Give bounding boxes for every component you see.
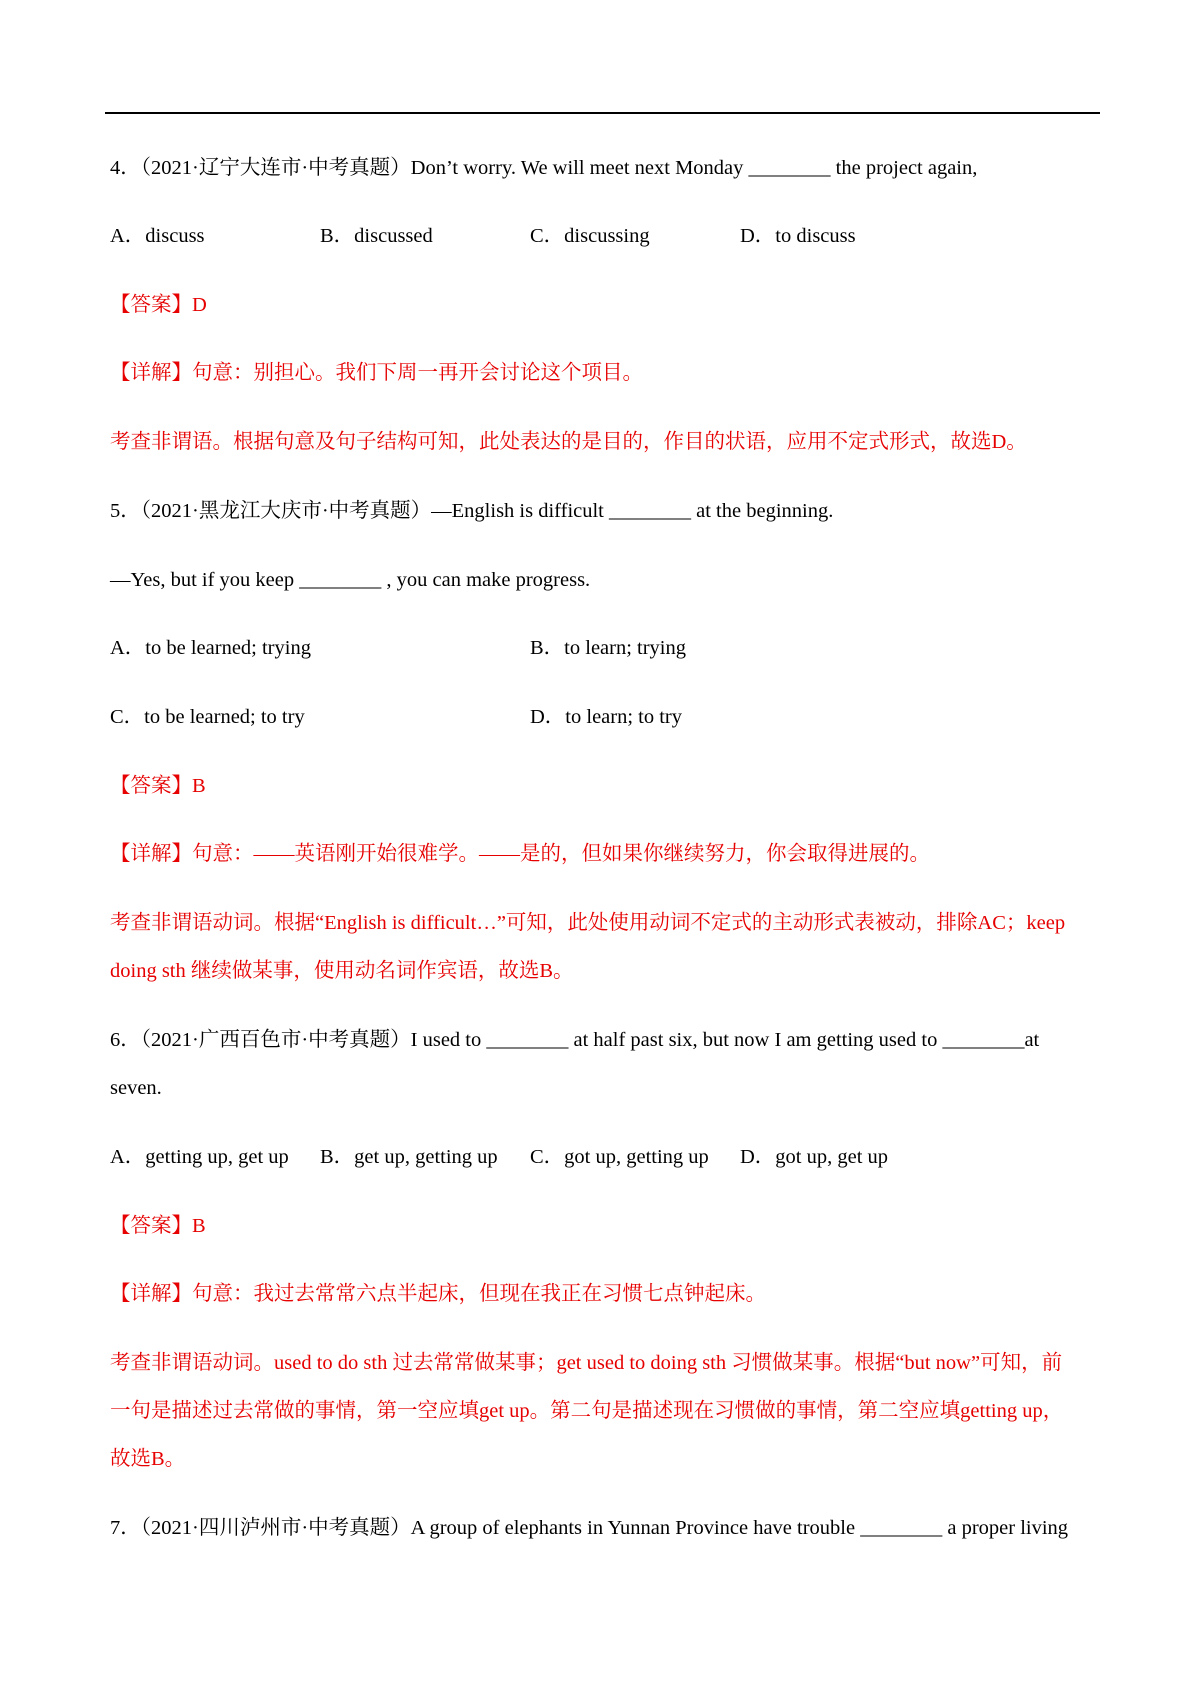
q6-answer: 【答案】B xyxy=(110,1215,206,1237)
q4-answer: 【答案】D xyxy=(110,294,207,316)
q5-option-d: D．to learn; to try xyxy=(530,706,683,728)
q4-analysis: 考查非谓语。根据句意及句子结构可知，此处表达的是目的，作目的状语，应用不定式形式，故选D。 xyxy=(110,431,1027,453)
q5-stem-reply: —Yes, but if you keep ________ , you can make progress. xyxy=(110,569,591,591)
q5-option-b: B．to learn; trying xyxy=(530,637,687,659)
q4-stem: 4．（2021·辽宁大连市·中考真题）Don’t worry. We will meet next Monday ________ the project again, xyxy=(110,157,978,179)
q4-option-d: D．to discuss xyxy=(740,225,856,247)
q5-analysis-line1: 考查非谓语动词。根据“English is difficult…”可知，此处使用动词不定式的主动形式表被动，排除AC；keep xyxy=(110,912,1066,934)
q6-analysis-line2: 一句是描述过去常做的事情，第一空应填get up。第二句是描述现在习惯做的事情，第二空应填getting up， xyxy=(110,1400,1064,1422)
q6-option-d: D．got up, get up xyxy=(740,1146,889,1168)
q6-detail: 【详解】句意：我过去常常六点半起床，但现在我正在习惯七点钟起床。 xyxy=(110,1283,766,1305)
q6-analysis-line1: 考查非谓语动词。used to do sth 过去常常做某事；get used to doing sth 习惯做某事。根据“but now”可知，前 xyxy=(110,1352,1063,1374)
q4-option-a: A．discuss xyxy=(110,225,205,247)
q6-stem-line2: seven. xyxy=(110,1077,162,1099)
q6-analysis-line3: 故选B。 xyxy=(110,1448,186,1470)
q5-option-a: A．to be learned; trying xyxy=(110,637,311,659)
q5-stem: 5．（2021·黑龙江大庆市·中考真题）—English is difficult ________ at the beginning. xyxy=(110,500,834,522)
q6-option-c: C．got up, getting up xyxy=(530,1146,709,1168)
q5-analysis-line2: doing sth 继续做某事，使用动名词作宾语，故选B。 xyxy=(110,960,574,982)
q4-detail: 【详解】句意：别担心。我们下周一再开会讨论这个项目。 xyxy=(110,362,643,384)
q6-stem-line1: 6．（2021·广西百色市·中考真题）I used to ________ at half past six, but now I am getting used to ________at xyxy=(110,1029,1040,1051)
q4-option-c: C．discussing xyxy=(530,225,650,247)
q6-option-a: A．getting up, get up xyxy=(110,1146,289,1168)
q7-stem: 7．（2021·四川泸州市·中考真题）A group of elephants in Yunnan Province have trouble ________ a proper living xyxy=(110,1517,1069,1539)
q5-option-c: C．to be learned; to try xyxy=(110,706,305,728)
q5-detail: 【详解】句意：——英语刚开始很难学。——是的，但如果你继续努力，你会取得进展的。 xyxy=(110,843,930,865)
q4-option-b: B．discussed xyxy=(320,225,433,247)
q6-option-b: B．get up, getting up xyxy=(320,1146,498,1168)
q5-answer: 【答案】B xyxy=(110,775,206,797)
header-rule xyxy=(105,112,1100,114)
